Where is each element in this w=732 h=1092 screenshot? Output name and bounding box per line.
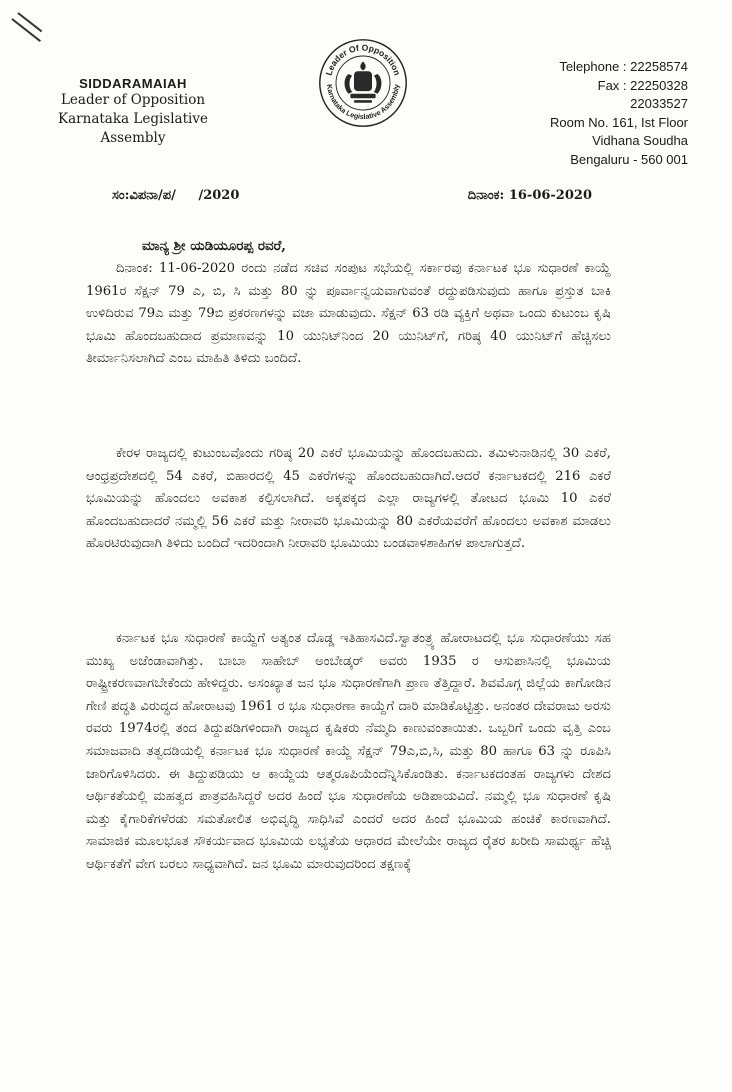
- fax: Fax : 22250328: [597, 77, 688, 93]
- sender-title: Leader of Opposition: [60, 92, 206, 108]
- city: Bengaluru - 560 001: [570, 151, 688, 167]
- paragraph-1: [86, 258, 611, 371]
- state-emblem-icon: [345, 61, 382, 102]
- telephone: Telephone : 22258574: [559, 59, 688, 74]
- paragraph-2: [86, 443, 611, 556]
- emblem-top-text: Leader Of Opposition: [323, 42, 403, 77]
- room: Room No. 161, Ist Floor: [550, 114, 688, 130]
- paragraph-3-text: ಕರ್ನಾಟಕ ಭೂ ಸುಧಾರಣೆ ಕಾಯ್ದೆಗೆ ಅತ್ಯಂತ ದೊಡ್ಡ ಇತಿಹಾಸವಿದೆ.ಸ್ವಾತಂತ್ರ್ಯ ಹೋರಾಟದಲ್ಲಿ ಭೂ ಸುಧಾರಣೆಯು ಸಹ ಮುಖ್ಯ ಅಜೆಂಡಾವಾಗಿತ್ತು. ಬಾಬಾ ಸಾಹೇಬ್ ಅಂಬೇಡ್ಕರ್ ಅವರು 1935 ರ ಆಸುಪಾಸಿನಲ್ಲಿ ಭೂಮಿಯ ರಾಷ್ಟ್ರೀಕರಣವಾಗಬೇಕೆಂದು ಹೇಳಿದ್ದರು. ಅಸಂಖ್ಯಾತ ಜನ ಭೂ ಸುಧಾರಣೆಗಾಗಿ ಪ್ರಾಣ ತೆತ್ತಿದ್ದಾರೆ. ಶಿವಮೊಗ್ಗ ಜಿಲ್ಲೆಯ ಕಾಗೋಡಿನ ಗೇಣಿ ಪದ್ಧತಿ ವಿರುದ್ಧದ ಹೋರಾಟವು 1961 ರ ಭೂ ಸುಧಾರಣಾ ಕಾಯ್ದೆಗೆ ದಾರಿ ಮಾಡಿಕೊಟ್ಟಿತ್ತು. ಅನಂತರ ದೇವರಾಜು ಅರಸು ರವರು 1974ರಲ್ಲಿ ತಂದ ತಿದ್ದುಪಡಿಗಳಿಂದಾಗಿ ರಾಜ್ಯದ ಕೃಷಿಕರು ನೆಮ್ಮದಿ ಕಾಣುವಂತಾಯಿತು. ಒಬ್ಬರಿಗೆ ಒಂದು ವೃತ್ತಿ ಎಂಬ ಸಮಾಜವಾದಿ ತತ್ವದಡಿಯಲ್ಲಿ ಕರ್ನಾಟಕ ಭೂ ಸುಧಾರಣೆ ಕಾಯ್ದೆ ಸೆಕ್ಷನ್ 79ಎ,ಬಿ,ಸಿ, ಮತ್ತು 80 ಹಾಗೂ 63 ನ್ನು ರೂಪಿಸಿ ಜಾರಿಗೊಳಿಸಿದರು. ಈ ತಿದ್ದುಪಡಿಯು ಆ ಕಾಯ್ದೆಯ ಆತ್ಮರೂಪಿಯೆಂದೆನ್ನಿಸಿಕೊಂಡಿತು. ಕರ್ನಾಟಕದಂತಹ ರಾಜ್ಯಗಳು ದೇಶದ ಆರ್ಥಿಕತೆಯಲ್ಲಿ ಮಹತ್ವದ ಪಾತ್ರವಹಿಸಿದ್ದರೆ ಅದರ ಹಿಂದೆ ಭೂ ಸುಧಾರಣೆಯ ಅಡಿಪಾಯವಿದೆ. ನಮ್ಮಲ್ಲಿ ಭೂ ಸುಧಾರಣೆ ಕೃಷಿ ಮತ್ತು ಕೈಗಾರಿಕೆಗಳೆರಡು ಸಮತೋಲಿತ ಅಭಿವೃದ್ಧಿ ಸಾಧಿಸಿವೆ ಎಂದರೆ ಅದರ ಹಿಂದೆ ಭೂಮಿಯ ಹಂಚಿಕೆ ಕಾರಣವಾಗಿದೆ. ಸಾಮಾಜಿಕ ಮೂಲಭೂತ ಸೌಕರ್ಯವಾದ ಭೂಮಿಯ ಲಭ್ಯತೆಯ ಆಧಾರದ ಮೇಲೆಯೇ ರಾಜ್ಯದ ರೈತರ ಖರೀದಿ ಸಾಮರ್ಥ್ಯ ಹೆಚ್ಚಿ ಆರ್ಥಿಕತೆಗೆ ವೇಗ ಬರಲು ಸಾಧ್ಯವಾಗಿದೆ. ಜನ ಭೂಮಿ ಮಾರುವುದರಿಂದ ತಕ್ಷಣಕ್ಕೆ: [86, 631, 611, 872]
- letter-date: ದಿನಾಂಕ: 16-06-2020: [467, 188, 592, 203]
- reference-number: ಸಂ:ವಿಪನಾ/ಪ/ /2020: [112, 188, 240, 203]
- sender-name: SIDDARAMAIAH: [79, 76, 187, 91]
- building: Vidhana Soudha: [592, 133, 688, 148]
- sender-block: [28, 76, 238, 148]
- sender-org: Karnataka Legislative Assembly: [58, 111, 208, 146]
- contact-block: [550, 58, 688, 169]
- paragraph-1-text: ದಿನಾಂಕ: 11-06-2020 ರಂದು ನಡೆದ ಸಚಿವ ಸಂಪುಟ ಸಭೆಯಲ್ಲಿ ಸರ್ಕಾರವು ಕರ್ನಾಟಕ ಭೂ ಸುಧಾರಣೆ ಕಾಯ್ದೆ 1961ರ ಸೆಕ್ಷನ್ 79 ಎ, ಬಿ, ಸಿ ಮತ್ತು 80 ನ್ನು ಪೂರ್ವಾನ್ವಯವಾಗುವಂತೆ ರದ್ದುಪಡಿಸುವುದು ಹಾಗೂ ಪ್ರಸ್ತುತ ಬಾಕಿ ಉಳಿದಿರುವ 79ಎ ಮತ್ತು 79ಬಿ ಪ್ರಕರಣಗಳನ್ನು ವಜಾ ಮಾಡುವುದು. ಸೆಕ್ಷನ್ 63 ರಡಿ ವ್ಯಕ್ತಿಗೆ ಅಥವಾ ಒಂದು ಕುಟುಂಬ ಕೃಷಿ ಭೂಮಿ ಹೊಂದಬಹುದಾದ ಪ್ರಮಾಣವನ್ನು 10 ಯುನಿಟ್‌ನಿಂದ 20 ಯುನಿಟ್‌ಗೆ, ಗರಿಷ್ಠ 40 ಯುನಿಟ್‌ಗೆ ಹೆಚ್ಚಿಸಲು ತೀರ್ಮಾನಿಸಲಾಗಿದೆ ಎಂಬ ಮಾಹಿತಿ ತಿಳಿದು ಬಂದಿದೆ.: [86, 261, 611, 367]
- scan-mark: [17, 12, 42, 32]
- paragraph-2-text: ಕೇರಳ ರಾಜ್ಯದಲ್ಲಿ ಕುಟುಂಬವೊಂದು ಗರಿಷ್ಠ 20 ಎಕರೆ ಭೂಮಿಯನ್ನು ಹೊಂದಬಹುದು. ತಮಿಳುನಾಡಿನಲ್ಲಿ 30 ಎಕರೆ, ಆಂಧ್ರಪ್ರದೇಶದಲ್ಲಿ 54 ಎಕರೆ, ಬಿಹಾರದಲ್ಲಿ 45 ಎಕರೆಗಳನ್ನು ಹೊಂದಬಹುದಾಗಿದೆ.ಆದರೆ ಕರ್ನಾಟಕದಲ್ಲಿ 216 ಎಕರೆ ಭೂಮಿಯನ್ನು ಹೊಂದಲು ಅವಕಾಶ ಕಲ್ಪಿಸಲಾಗಿದೆ. ಅಕ್ಕಪಕ್ಕದ ಎಲ್ಲಾ ರಾಜ್ಯಗಳಲ್ಲಿ ತೋಟದ ಭೂಮಿ 10 ಎಕರೆ ಹೊಂದಬಹುದಾದರೆ ನಮ್ಮಲ್ಲಿ 56 ಎಕರೆ ಮತ್ತು ನೀರಾವರಿ ಭೂಮಿಯನ್ನು 80 ಎಕರೆಯವರೆಗೆ ಹೊಂದಲು ಅವಕಾಶ ಮಾಡಲು ಹೊರಟಿರುವುದಾಗಿ ತಿಳಿದು ಬಂದಿದೆ ಇದರಿಂದಾಗಿ ನೀರಾವರಿ ಭೂಮಿಯು ಬಂಡವಾಳಶಾಹಿಗಳ ಪಾಲಾಗುತ್ತದೆ.: [86, 446, 611, 552]
- reference-row: [112, 188, 592, 203]
- paragraph-3: [86, 628, 611, 877]
- scan-mark: [11, 18, 41, 42]
- fax-2: 22033527: [630, 96, 688, 111]
- emblem-seal: [318, 38, 408, 128]
- salutation: ಮಾನ್ಯ ಶ್ರೀ ಯಡಿಯೂರಪ್ಪ ರವರೆ,: [142, 238, 287, 254]
- emblem-bottom-text: Karnataka Legislative Assembly: [324, 83, 402, 122]
